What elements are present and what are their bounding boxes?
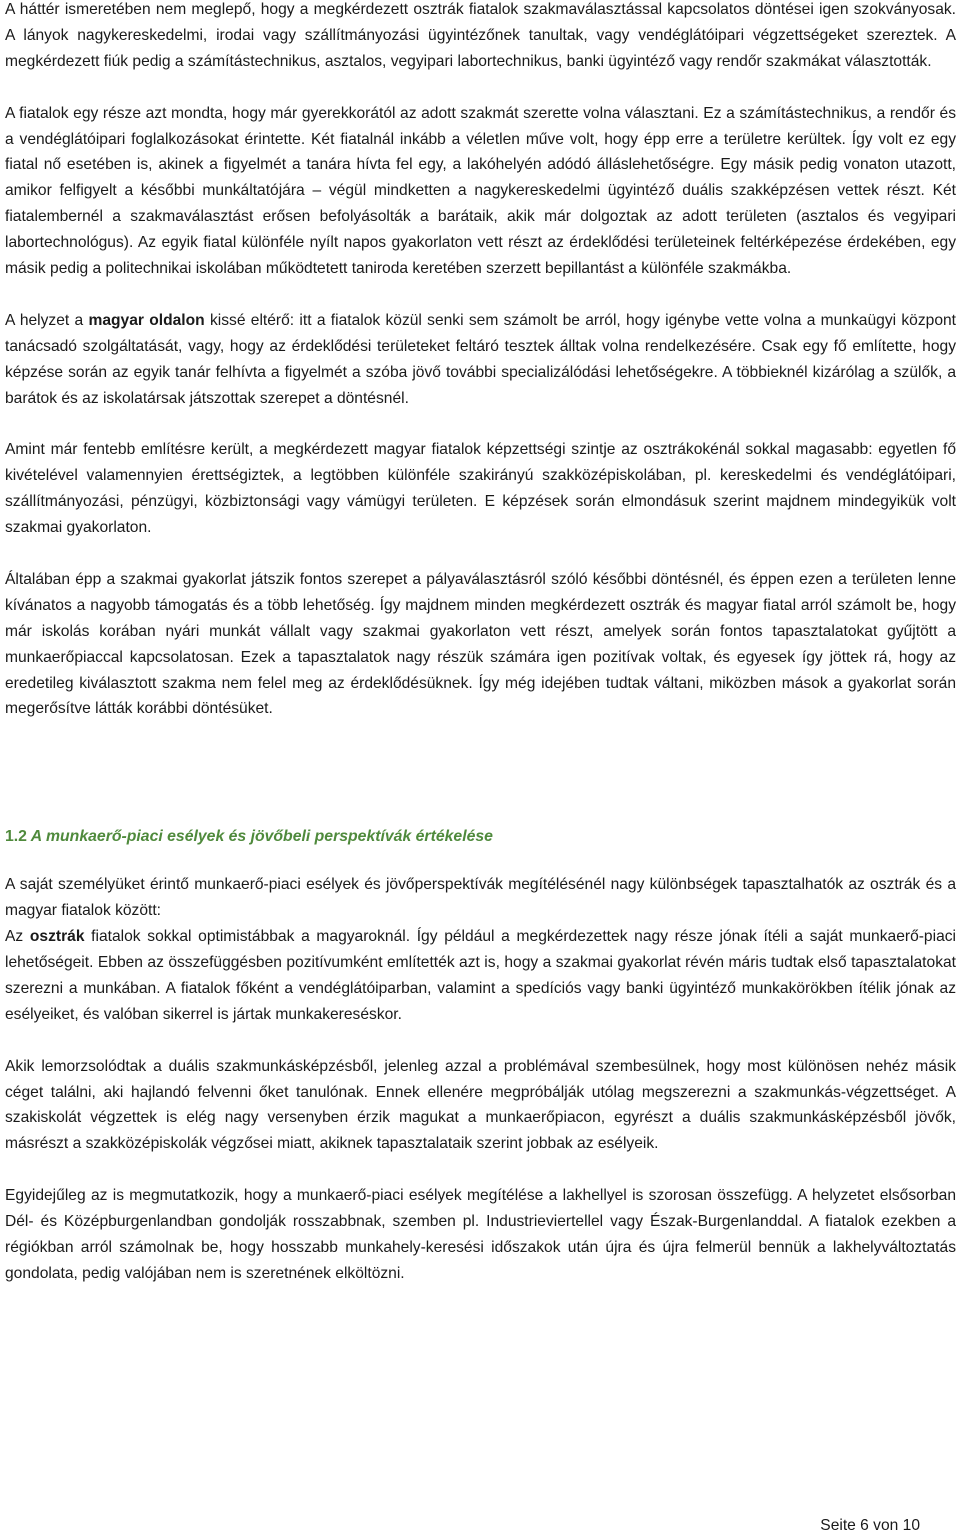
document-page bbox=[5, 0, 956, 1287]
section-spacer bbox=[5, 722, 956, 800]
paragraph-austrian-optimism bbox=[5, 924, 956, 1028]
paragraph-internship-role: Általában épp a szakmai gyakorlat játszik fontos szerepet a pályaválasztásról szóló későbbi döntésnél, és éppen ezen a területen lenne kívánatos a nagyobb támogatás és a több lehetőség. Így majdnem minden megkérdezett osztrák és magyar fiatal arról számolt be, hogy már iskolás korában nyári munkát vállalt vagy szakmai gyakorlaton vett részt, amelyek során fontos tapasztalatokat gyűjtött a munkaerőpiaccal kapcsolatosan. Ezek a tapasztalatok nagy részük számára igen pozitívak voltak, és egyesek így jöttek rá, hogy az eredetileg kiválasztott szakma nem felel meg az érdeklődésüknek. Így még idejében tudtak váltani, miközben mások a gyakorlat során megerősítve látták korábbi döntésüket. bbox=[5, 570, 956, 718]
section-heading bbox=[5, 824, 956, 850]
paragraph-regional-differences: Egyidejűleg az is megmutatkozik, hogy a munkaerő-piaci esélyek megítélése a lakhellyel is szorosan összefügg. A helyzetet elsősorban Dél- és Középburgenlandban gondolják rosszabbnak, szemben pl. Industrieviertellel vagy Észak-Burgenlanddal. A fiatalok ezekben a régiókban arról számolnak be, hogy hosszabb munkahely-keresési időszakok után újra és újra felmerül bennük a lakhelyváltoztatás gondolata, pedig valójában nem is szeretnének elköltözni. bbox=[5, 1187, 956, 1282]
paragraph-hungarian-side bbox=[5, 308, 956, 412]
bold-text-run: osztrák bbox=[29, 928, 85, 946]
paragraph-childhood-choice: A fiatalok egy része azt mondta, hogy már gyerekkorától az adott szakmát szerette volna választani. Ez a számítástechnikus, a rendőr és a vendéglátóipari foglalkozásokat érintette. Két fiatalnál inkább a véletlen műve volt, hogy épp erre a területre kerültek. Így volt ez egy fiatal nő esetében is, akinek a figyelmét a tanára hívta fel egy, a lakóhelyén adódó álláslehetőségre. Egy másik pedig vonaton utazott, amikor felfigyelt a későbbi munkáltatójára – végül mindketten a nagykereskedelmi ügyintéző duális szakképzésen vettek részt. Két fiatalembernél a szakmaválasztást erősen befolyásolták a barátaik, akik már dolgoztak az adott területen (asztalos és vegyipari labortechnológus). Az egyik fiatal különféle nyílt napos gyakorlaton vett részt az érdeklődési területeinek feltérképezése érdekében, egy másik pedig a politechnikai iskolában működtetett taniroda keretében szerzett bepillantást a különféle szakmákba. bbox=[5, 104, 956, 278]
text-run: A helyzet a bbox=[5, 311, 89, 329]
text-run: kissé eltérő: itt a fiatalok közül senki sem számolt be arról, hogy igénybe vette volna a munkaügyi központ tanácsadó szolgáltatását, vagy, hogy az érdeklődési területeket feltáró tesztek álltak volna rendelkezésére. Csak egy fő említette, hogy képzése során az egyik tanár felhívta a figyelmét a szóba jövő további specializálódási lehetőségekre. A többieknél kizárólag a szülők, a barátok és az iskolatársak játszottak szerepet a döntésnél. bbox=[5, 311, 956, 407]
section-number: 1.2 bbox=[5, 828, 27, 846]
page-number-footer: Seite 6 von 10 bbox=[820, 1517, 920, 1534]
section-title: A munkaerő-piaci esélyek és jövőbeli perspektívák értékelése bbox=[30, 828, 493, 846]
text-run: fiatalok sokkal optimistábbak a magyaroknál. Így például a megkérdezettek nagy része jónak ítéli a saját munkaerő-piaci lehetőségeit. Ebben az összefüggésben pozitívumként említették azt is, hogy a szakmai gyakorlat révén máris tudtak első tapasztalatokat szerezni a munkában. A fiatalok főként a vendéglátóiparban, valamint a spedíciós vagy banki ügyintéző munkakörökben ítélik jónak az esélyeiket, és valóban sikerrel is jártak munkakereséskor. bbox=[5, 928, 957, 1023]
text-run: Az bbox=[5, 928, 30, 946]
paragraph-differences-intro: A saját személyüket érintő munkaerő-piaci esélyek és jövőperspektívák megítélésénél nagy különbségek tapasztalhatók az osztrák és a magyar fiatalok között: bbox=[5, 876, 956, 920]
paragraph-education-level: Amint már fentebb említésre került, a megkérdezett magyar fiatalok képzettségi szintje az osztrákokénál sokkal magasabb: egyetlen fő kivételével valamennyien érettségiztek, a legtöbben különféle szakirányú szakközépiskolában, pl. kereskedelmi és vendéglátóipari, szállítmányozási, pénzügyi, közbiztonsági vagy vámügyi területen. E képzések során elmondásuk szerint majdnem mindegyikük volt szakmai gyakorlaton. bbox=[5, 441, 956, 537]
bold-text-run: magyar oldalon bbox=[88, 311, 205, 329]
paragraph-career-choices: A háttér ismeretében nem meglepő, hogy a megkérdezett osztrák fiatalok szakmaválasztással kapcsolatos döntései igen szokványosak. A lányok nagykereskedelmi, irodai vagy szállítmányozási ügyintézőnek tanultak, vagy vendéglátóipari végzettségeket szereztek. A megkérdezett fiúk pedig a számítástechnikus, asztalos, vegyipari labortechnikus, banki ügyintéző vagy rendőr szakmákat választották. bbox=[5, 1, 956, 70]
paragraph-dropouts: Akik lemorzsolódtak a duális szakmunkásképzésből, jelenleg azzal a problémával szembesülnek, hogy most különösen nehéz másik céget találni, aki hajlandó felvenni őket tanulónak. Ennek ellenére megpróbálják utólag megszerezni a szakmunkás-végzettséget. A szakiskolát végzettek is elég nagy versenyben érzik magukat a munkaerőpiacon, egyrészt a duális szakmunkásképzésből jövők, másrészt a szakközépiskolák végzősei miatt, akiknek tapasztalataik szerint jobbak az esélyeik. bbox=[5, 1057, 956, 1153]
